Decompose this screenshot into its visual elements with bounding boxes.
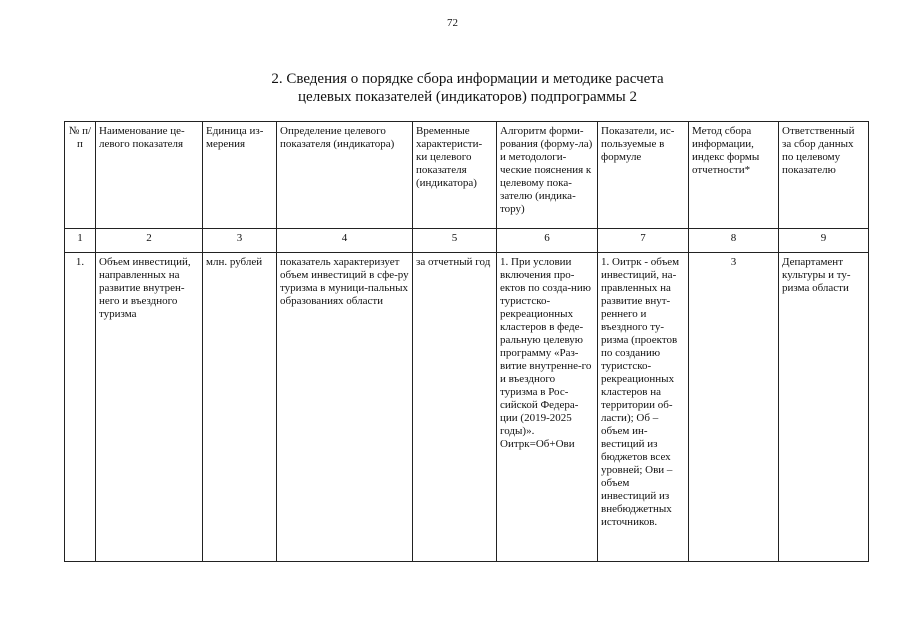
header-cell: Показатели, ис-пользуемые в формуле (598, 122, 689, 229)
collection-method: 3 (689, 253, 779, 562)
column-number: 3 (203, 229, 277, 253)
indicator-name: Объем инвестиций, направленных на развитие внутрен-него и въездного туризма (96, 253, 203, 562)
header-cell: Временные характеристи-ки целевого показателя (индикатора) (413, 122, 497, 229)
column-number: 4 (277, 229, 413, 253)
column-number: 1 (65, 229, 96, 253)
header-cell: Алгоритм форми-рования (форму-ла) и методологи-ческие пояснения к целевому пока-зателю (индика-тору) (497, 122, 598, 229)
indicators-table (64, 121, 869, 562)
indicator-definition: показатель характеризует объем инвестиций в сфе-ру туризма в муници-пальных образованиях области (277, 253, 413, 562)
header-cell: Наименование це-левого показателя (96, 122, 203, 229)
header-cell: Ответственный за сбор данных по целевому показателю (779, 122, 869, 229)
column-number-row (65, 229, 869, 253)
row-number: 1. (65, 253, 96, 562)
column-number: 8 (689, 229, 779, 253)
header-cell: Определение целевого показателя (индикатора) (277, 122, 413, 229)
column-number: 5 (413, 229, 497, 253)
indicator-components: 1. Оитрк - объем инвестиций, на-правленных на развитие внут-реннего и въездного ту-ризма (проектов по созданию туристско-рекреационных кластеров на территории об-ласти); Об – объем ин-вестиций из бюджетов всех уровней; Ови – объем инвестиций из внебюджетных источников. (598, 253, 689, 562)
header-cell: № п/п (65, 122, 96, 229)
title-line-1: 2. Сведения о порядке сбора информации и методике расчета (271, 71, 664, 87)
column-number: 2 (96, 229, 203, 253)
indicator-algorithm: 1. При условии включения про-ектов по созда-нию туристско-рекреационных кластеров в феде-ральную целевую программу «Раз-витие внутренне-го и въездного туризма в Рос-сийской Федера-ции (2019-2025 годы)». Оитрк=Об+Ови (497, 253, 598, 562)
indicator-unit: млн. рублей (203, 253, 277, 562)
column-number: 9 (779, 229, 869, 253)
document-title (0, 70, 905, 106)
header-cell: Единица из-мерения (203, 122, 277, 229)
column-number: 7 (598, 229, 689, 253)
indicator-time: за отчетный год (413, 253, 497, 562)
table-row (65, 253, 869, 562)
table-header-row (65, 122, 869, 229)
responsible-party: Департамент культуры и ту-ризма области (779, 253, 869, 562)
column-number: 6 (497, 229, 598, 253)
title-line-2: целевых показателей (индикаторов) подпрограммы 2 (298, 89, 637, 105)
header-cell: Метод сбора информации, индекс формы отчетности* (689, 122, 779, 229)
page-number: 72 (447, 17, 458, 29)
